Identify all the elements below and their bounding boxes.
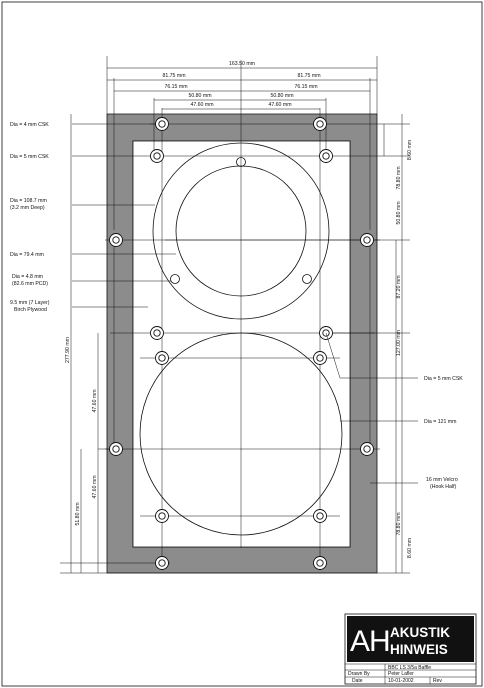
horizontal-dimensions	[107, 68, 377, 109]
screw-hole	[314, 510, 327, 523]
drawing-title: BBC LS 3/5a Baffle	[388, 665, 431, 671]
dim-78-80-bot: 78.80 mm	[396, 512, 402, 536]
dim-50-left: 50.80 mm	[188, 93, 212, 99]
screw-hole	[110, 443, 123, 456]
label-pcd: (82.6 mm PCD)	[12, 281, 49, 287]
dim-50-80: 50.80 mm	[396, 201, 402, 225]
label-csk5: Dia = 5 mm CSK	[10, 154, 49, 160]
screw-hole	[156, 352, 169, 365]
dim-78-80-top: 78.80 mm	[396, 166, 402, 190]
dim-277-90: 277.90 mm	[65, 337, 71, 363]
dim-overall-width: 163.50 mm	[229, 61, 255, 67]
screw-hole	[314, 352, 327, 365]
dim-50-right: 50.80 mm	[270, 93, 294, 99]
label-plywood-1: 9.5 mm (7 Layer)	[10, 300, 50, 306]
logo-word-hinweis: HINWEIS	[390, 642, 448, 657]
date-label: Date	[352, 678, 363, 684]
label-dia-121: Dia = 121 mm	[424, 419, 457, 425]
dim-51-80: 51.80 mm	[75, 502, 81, 526]
label-velcro-1: 16 mm Velcro	[426, 477, 458, 483]
label-velcro-2: (Hook Half)	[430, 484, 457, 490]
drawn-by-label: Drawn By	[348, 671, 370, 677]
screw-hole	[156, 510, 169, 523]
screw-hole	[156, 118, 169, 131]
dim-47-right: 47.60 mm	[268, 102, 292, 108]
dim-87-20: 87.20 mm	[396, 275, 402, 299]
baffle-inner-panel	[133, 141, 350, 547]
dim-half-right: 81.75 mm	[297, 73, 321, 79]
label-dia-4-8: Dia = 4.8 mm	[12, 274, 43, 280]
drawn-by-value: Peter Lafler	[388, 671, 414, 677]
dim-127: 127.00 mm	[396, 330, 402, 356]
dim-76-right: 76.15 mm	[294, 84, 318, 90]
label-csk5-right: Dia = 5 mm CSK	[424, 376, 463, 382]
logo-ah-mark: AH	[350, 625, 390, 658]
screw-hole	[314, 118, 327, 131]
baffle-board	[107, 114, 377, 573]
screw-hole	[156, 557, 169, 570]
dim-47-60-a: 47.60 mm	[92, 389, 98, 413]
screw-hole	[361, 443, 374, 456]
date-value: 10-01-2002	[388, 678, 414, 684]
dim-half-left: 81.75 mm	[162, 73, 186, 79]
screw-hole	[151, 327, 164, 340]
rev-label: Rev	[433, 678, 442, 684]
label-csk4: Dia = 4 mm CSK	[10, 122, 49, 128]
label-dia-79-4: Dia = 79.4 mm	[10, 252, 44, 258]
label-plywood-2: Birch Plywood	[14, 307, 47, 313]
screw-hole	[320, 150, 333, 163]
dim-8-60-top: 8.60 mm	[407, 139, 413, 161]
dim-47-60-b: 47.60 mm	[92, 475, 98, 499]
screw-hole	[110, 234, 123, 247]
logo-word-akustik: AKUSTIK	[390, 625, 450, 640]
screw-hole	[314, 557, 327, 570]
label-deep: (3.2 mm Deep)	[10, 205, 45, 211]
dim-47-left: 47.60 mm	[190, 102, 214, 108]
screw-hole	[361, 234, 374, 247]
title-block	[345, 614, 476, 684]
dim-8-60-bot: 8.60 mm	[407, 537, 413, 559]
label-dia-108-7: Dia = 108.7 mm	[10, 198, 47, 204]
dim-76-left: 76.15 mm	[164, 84, 188, 90]
screw-hole	[151, 150, 164, 163]
